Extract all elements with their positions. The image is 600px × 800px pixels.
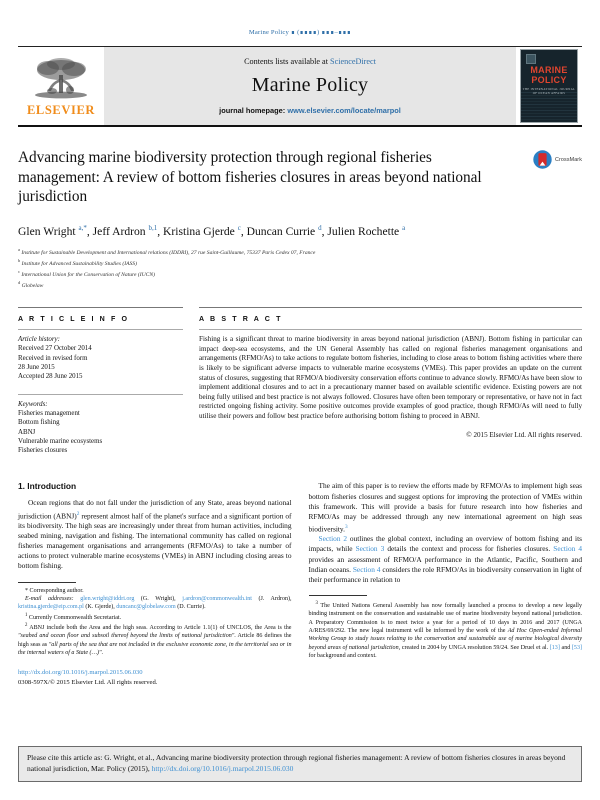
running-head-journal: Marine Policy (248, 29, 289, 36)
footnotes-left (18, 587, 292, 658)
keywords-block (18, 400, 183, 456)
article-history-line: 28 June 2015 (18, 364, 55, 372)
copyright-line: © 2015 Elsevier Ltd. All rights reserved. (466, 430, 582, 439)
affiliation-item (18, 257, 582, 268)
footnote-ref-3[interactable]: 3 (344, 523, 348, 530)
body-column-left (18, 481, 292, 686)
intro-text-a: Ocean regions that do not fall under the jurisdiction of any State, areas beyond national jurisdiction (ABNJ) (18, 498, 292, 520)
article-info-heading: A R T I C L E I N F O (18, 307, 183, 323)
crossmark-label: CrossMark (555, 156, 582, 163)
footnote-2 (18, 622, 292, 657)
abstract-text: Fishing is a significant threat to marine biodiversity in areas beyond national jurisdiction (ABNJ). Bottom fishing in particular can impact deep-sea ecosystems, and the UN General Assembly has called on regional fisheries management organisations and arrangements (RFMO/As) to take actions to regulate bottom fisheries, including to close areas to bottom fishing activities where there is likely to be significant adverse impacts to vulnerable marine ecosystems (VMEs). This paper provides an update on the current status of closures, suggesting that RFMO/A biodiversity conservation efforts continue to advance slowly. RFMO/As have been slow to implement additional closures and to act in a precautionary manner based on available scientific evidence. Existing powers are not being fully utilised and best practice is not always followed. Closures have often been temporary or representative, or have not in fact restricted ongoing fishing activity. Some positive outcomes provide examples of good practice, though RFMO/As will need to fully utilise their powers and follow best practice before authorising bottom fishing to proceed in ABNJ. (199, 335, 582, 420)
journal-masthead (18, 46, 582, 125)
sciencedirect-link[interactable]: ScienceDirect (330, 56, 376, 66)
keyword-item: Fisheries management (18, 409, 80, 417)
affiliation-text: International Union for the Conservation of Nature (IUCN) (21, 272, 155, 279)
contents-prefix: Contents lists available at (244, 56, 328, 66)
keyword-item: Bottom fishing (18, 419, 60, 427)
email-link[interactable]: duncanc@globelaw.com (116, 604, 176, 611)
elsevier-tree-icon (30, 57, 92, 103)
running-head-volume: ∎ (∎∎∎∎) ∎∎∎–∎∎∎ (290, 29, 352, 36)
outline-text-3: provides an assessment of RFMO/A performance in the Atlantic, Pacific, Southern and Indian oceans. (308, 554, 582, 574)
section-heading-introduction: 1. Introduction (18, 481, 77, 492)
footnote-3-text-c: and (559, 644, 572, 651)
footnote-3-text-b: , created in 2004 by UNGA resolution 59/24. See Druel et al. (398, 644, 550, 651)
outline-text-4: considers the role RFMO/As in biodiversity conservation in light of their performance in relation to (308, 564, 582, 584)
aim-text: The aim of this paper is to review the efforts made by RFMO/As to implement high seas bottom fisheries closures and suggest options for improving the protection of VMEs within this framework. This will provide a basis for future research into how fisheries and RFMO/As may be addressed through any new international agreement on high seas biodiversity. (308, 481, 582, 534)
email-owner: (D. Currie). (177, 604, 206, 611)
section-link-4a[interactable]: Section 4 (553, 544, 583, 554)
cite-text: Please cite this article as: G. Wright, et al., Advancing marine biodiversity protection through regional fisheries management: A review of bottom fisheries closures in areas beyond national jurisdiction, Mar. Policy (2015), (27, 753, 566, 773)
footnote-3-text-d: for background and context. (308, 652, 377, 659)
cover-title (521, 65, 577, 85)
footnote-2-text-b: . Article 86 defines the high seas as (18, 633, 292, 648)
article-history-line: Accepted 28 June 2015 (18, 373, 83, 381)
affiliation-item (18, 268, 582, 279)
footnote-3 (309, 600, 583, 660)
affiliation-text: Institute for Sustainable Development and International relations (IDDRI), 27 rue Saint-Guillaume, 75337 Paris Cedex 07, France (21, 250, 316, 257)
info-abstract-row (18, 307, 582, 455)
article-history-line: Received 27 October 2014 (18, 345, 92, 353)
issn-copyright-line: 0308-597X/© 2015 Elsevier Ltd. All rights reserved. (18, 678, 158, 686)
affiliation-marker: a (18, 247, 20, 253)
crossmark-icon (533, 150, 552, 169)
footnote-3-marker: 3 (315, 600, 318, 606)
keywords-divider (18, 394, 183, 395)
journal-homepage-line (219, 106, 401, 115)
corresponding-author-note: * Corresponding author. (25, 587, 84, 594)
article-info-divider (18, 329, 183, 330)
footnote-rule-right (309, 595, 367, 596)
citation-ref-53[interactable]: [53] (571, 644, 582, 651)
elsevier-wordmark: ELSEVIER (26, 103, 96, 118)
article-info-column (18, 307, 183, 455)
crossmark-badge[interactable] (533, 150, 582, 169)
body-column-right (309, 481, 583, 686)
email-owner: (K. Gjerde), (85, 604, 115, 611)
elsevier-logo (18, 47, 104, 125)
homepage-prefix: journal homepage: (219, 105, 286, 115)
abstract-heading: A B S T R A C T (199, 307, 582, 323)
email-link[interactable]: j.ardron@commonwealth.int (182, 595, 252, 602)
article-history-label: Article history: (18, 336, 60, 344)
affiliation-text: Institute for Advanced Sustainability Studies (IASS) (21, 261, 137, 268)
affiliation-marker: d (18, 280, 21, 286)
outline-text-1: outlines the global context, including an overview of bottom fishing and its impacts, while (308, 534, 582, 554)
aim-paragraph (309, 481, 583, 534)
cover-subtitle: THE INTERNATIONAL JOURNAL OF OCEAN AFFAIRS (522, 87, 576, 95)
footnote-2-marker: 2 (25, 622, 28, 628)
cite-this-article-box (18, 746, 582, 782)
outline-text-2: details the context and process for fisheries closures. (384, 544, 554, 554)
email-link[interactable]: kristina.gjerde@eip.com.pl (18, 604, 84, 611)
affiliation-list (18, 246, 582, 290)
section-link-4b[interactable]: Section 4 (352, 564, 381, 574)
abstract-divider (199, 329, 582, 330)
email-addresses-note (18, 595, 292, 612)
footnote-ref-2[interactable]: 2 (76, 510, 80, 517)
footnote-1-marker: 1 (25, 612, 28, 618)
footnote-2-text-a: ABNJ include both the Area and the high seas. According to Article 1.1(1) of UNCLOS, the Area is the (29, 624, 292, 631)
affiliation-text: Globelaw (21, 283, 44, 290)
affiliation-marker: c (18, 269, 20, 275)
footnote-1 (18, 612, 292, 622)
doi-link[interactable]: http://dx.doi.org/10.1016/j.marpol.2015.06.030 (18, 669, 143, 677)
contents-list-line (244, 57, 376, 66)
abstract-column (199, 307, 582, 455)
cover-title-line1: MARINE (530, 65, 568, 75)
doi-block (18, 668, 292, 686)
email-label: E-mail addresses: (25, 595, 74, 602)
journal-cover-thumbnail (516, 47, 582, 125)
title-block (18, 148, 582, 207)
footnote-rule-left (18, 582, 76, 583)
footnote-3-italic: Ad Hoc Open-ended Informal Working Group to study issues relating to the conservation and sustainable use of marine biological diversity beyond areas of national jurisdiction (308, 627, 583, 651)
keyword-item: Fisheries closures (18, 447, 68, 455)
keywords-label: Keywords: (18, 400, 48, 408)
affiliation-item (18, 246, 582, 257)
journal-title: Marine Policy (251, 73, 369, 96)
citation-ref-13[interactable]: [13] (549, 644, 560, 651)
keyword-item: ABNJ (18, 428, 36, 436)
footnote-1-text: Currently Commonwealth Secretariat. (28, 614, 122, 621)
author-list: Glen Wright $^{a,*}$, Jeff Ardron $^{b,1}$, Kristina Gjerde $^c$, Duncan Currie $^d$, Julien Rochette $^a$ (18, 223, 406, 238)
page-title: Advancing marine biodiversity protection through regional fisheries management: A review of bottom fisheries closures in areas beyond national jurisdiction (18, 149, 482, 205)
keyword-item: Vulnerable marine ecosystems (18, 437, 103, 445)
cover-title-line2: POLICY (531, 75, 567, 85)
cover-corner-mark (526, 54, 536, 64)
journal-homepage-link[interactable]: www.elsevier.com/locate/marpol (287, 105, 401, 115)
affiliation-marker: b (18, 258, 21, 264)
article-history-block (18, 335, 183, 381)
article-history-line: Received in revised form (18, 354, 88, 362)
email-link[interactable]: glen.wright@iddri.org (80, 595, 135, 602)
intro-text-b: represent almost half of the planet's surface and a significant portion of its biodiversity. The high seas are increasingly under threat from human activities, including seabed mining, navigation and fishing. The international community has called on regional fisheries management organisations and arrangements (RFMO/As) to take a number of actions to protect vulnerable marine ecosystems (VMEs) in ABNJ including closing areas to bottom fishing. (18, 510, 292, 571)
affiliation-item (18, 279, 582, 290)
footnote-3-text-a: The United Nations General Assembly has now formally launched a process to develop a new legally binding instrument on the conservation and sustainable use of marine biodiversity beyond national jurisdiction. A Preparatory Commission is to meet twice a year for a period of 10 days in 2016 and 2017 (UNGA A/RES/69/292. The new legal instrument will be informed by the work of the (308, 602, 582, 634)
masthead-bottom-rule (18, 125, 582, 127)
email-owner: (J. Ardron), (258, 595, 292, 602)
footnotes-right (309, 600, 583, 660)
section-link-2[interactable]: Section 2 (318, 534, 348, 544)
cover-image (520, 49, 578, 123)
footnote-2-quote-1: "seabed and ocean floor and subsoil thereof beyond the limits of national jurisdiction" (18, 633, 235, 640)
email-owner: (G. Wright), (140, 595, 176, 602)
body-columns (18, 481, 582, 686)
cite-doi-link[interactable]: http://dx.doi.org/10.1016/j.marpol.2015.06.030 (151, 763, 294, 773)
journal-banner (104, 47, 516, 125)
footnote-2-quote-2: "all parts of the sea that are not included in the exclusive economic zone, in the territorial sea or in the internal waters of a State (…)" (18, 641, 292, 656)
outline-paragraph (309, 534, 583, 584)
footnote-2-text-c: . (101, 649, 104, 656)
running-head (18, 0, 582, 40)
intro-paragraph (18, 498, 292, 571)
section-link-3[interactable]: Section 3 (355, 544, 385, 554)
